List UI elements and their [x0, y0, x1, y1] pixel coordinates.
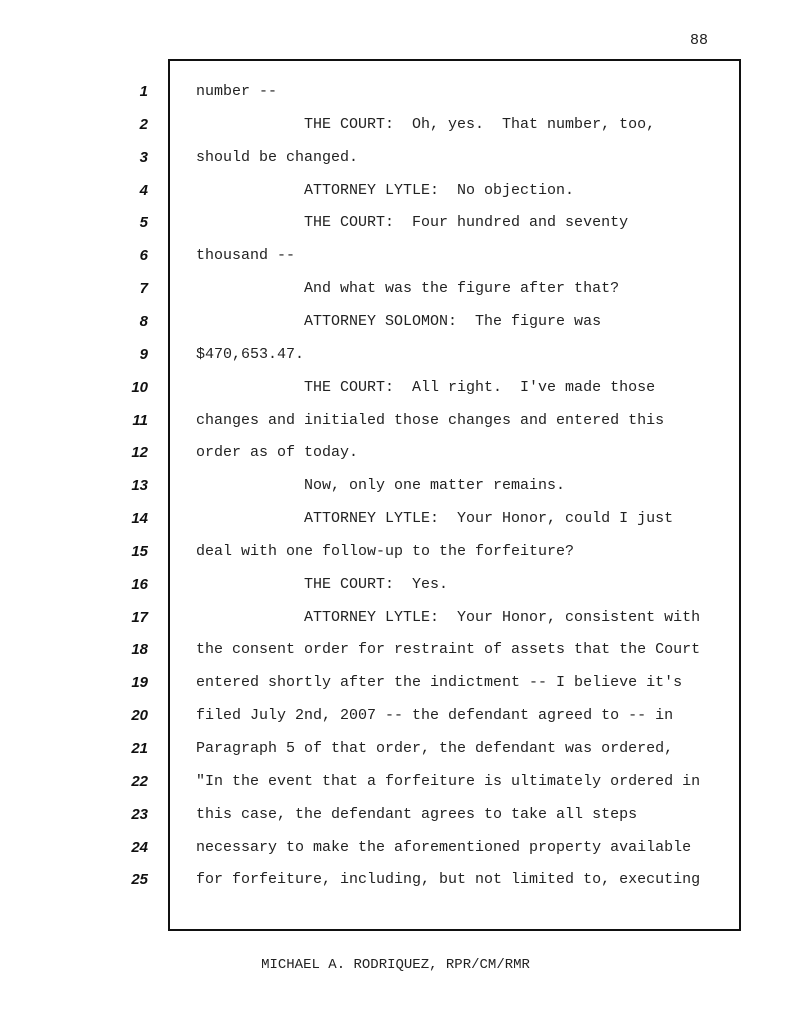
line-number: 4 — [139, 182, 148, 199]
transcript-line: And what was the figure after that? — [196, 280, 620, 297]
transcript-line: ATTORNEY LYTLE: No objection. — [196, 182, 575, 199]
transcript-line: THE COURT: Yes. — [196, 576, 449, 593]
reporter-footer: MICHAEL A. RODRIQUEZ, RPR/CM/RMR — [261, 957, 530, 973]
line-number: 18 — [131, 641, 148, 658]
transcript-line: Paragraph 5 of that order, the defendant was ordered, — [196, 740, 674, 757]
transcript-line: THE COURT: All right. I've made those — [196, 379, 656, 396]
transcript-line: THE COURT: Four hundred and seventy — [196, 214, 629, 231]
line-number: 24 — [131, 839, 148, 856]
transcript-line: Now, only one matter remains. — [196, 477, 566, 494]
transcript-line: changes and initialed those changes and entered this — [196, 412, 665, 429]
transcript-line: THE COURT: Oh, yes. That number, too, — [196, 116, 656, 133]
transcript-line: the consent order for restraint of assets that the Court — [196, 641, 701, 658]
transcript-line: for forfeiture, including, but not limited to, executing — [196, 871, 701, 888]
line-number: 9 — [139, 346, 148, 363]
transcript-line: deal with one follow-up to the forfeiture? — [196, 543, 575, 560]
transcript-line: thousand -- — [196, 247, 296, 264]
line-number: 13 — [131, 477, 148, 494]
line-number: 11 — [132, 412, 148, 429]
transcript-line: this case, the defendant agrees to take all steps — [196, 806, 638, 823]
transcript-line: ATTORNEY SOLOMON: The figure was — [196, 313, 602, 330]
line-number: 8 — [139, 313, 148, 330]
line-number: 25 — [131, 871, 148, 888]
transcript-line: $470,653.47. — [196, 346, 305, 363]
line-number: 22 — [131, 773, 148, 790]
transcript-line: should be changed. — [196, 149, 359, 166]
transcript-line: filed July 2nd, 2007 -- the defendant agreed to -- in — [196, 707, 674, 724]
line-number: 14 — [131, 510, 148, 527]
line-number: 6 — [139, 247, 148, 264]
transcript-line: number -- — [196, 83, 278, 100]
line-number: 5 — [139, 214, 148, 231]
transcript-line: entered shortly after the indictment -- I believe it's — [196, 674, 683, 691]
line-number: 17 — [131, 609, 148, 626]
line-number: 12 — [131, 444, 148, 461]
transcript-line: ATTORNEY LYTLE: Your Honor, consistent with — [196, 609, 701, 626]
line-number: 20 — [131, 707, 148, 724]
page-number: 88 — [690, 32, 709, 49]
transcript-line: "In the event that a forfeiture is ultimately ordered in — [196, 773, 701, 790]
line-number: 3 — [139, 149, 148, 166]
line-number: 7 — [139, 280, 148, 297]
transcript-line: ATTORNEY LYTLE: Your Honor, could I just — [196, 510, 674, 527]
line-number: 19 — [131, 674, 148, 691]
line-number: 1 — [139, 83, 148, 100]
line-number: 16 — [131, 576, 148, 593]
line-number: 10 — [131, 379, 148, 396]
line-number: 21 — [131, 740, 148, 757]
transcript-line: order as of today. — [196, 444, 359, 461]
line-number: 15 — [131, 543, 148, 560]
transcript-line: necessary to make the aforementioned property available — [196, 839, 692, 856]
line-number: 23 — [131, 806, 148, 823]
line-number: 2 — [139, 116, 148, 133]
